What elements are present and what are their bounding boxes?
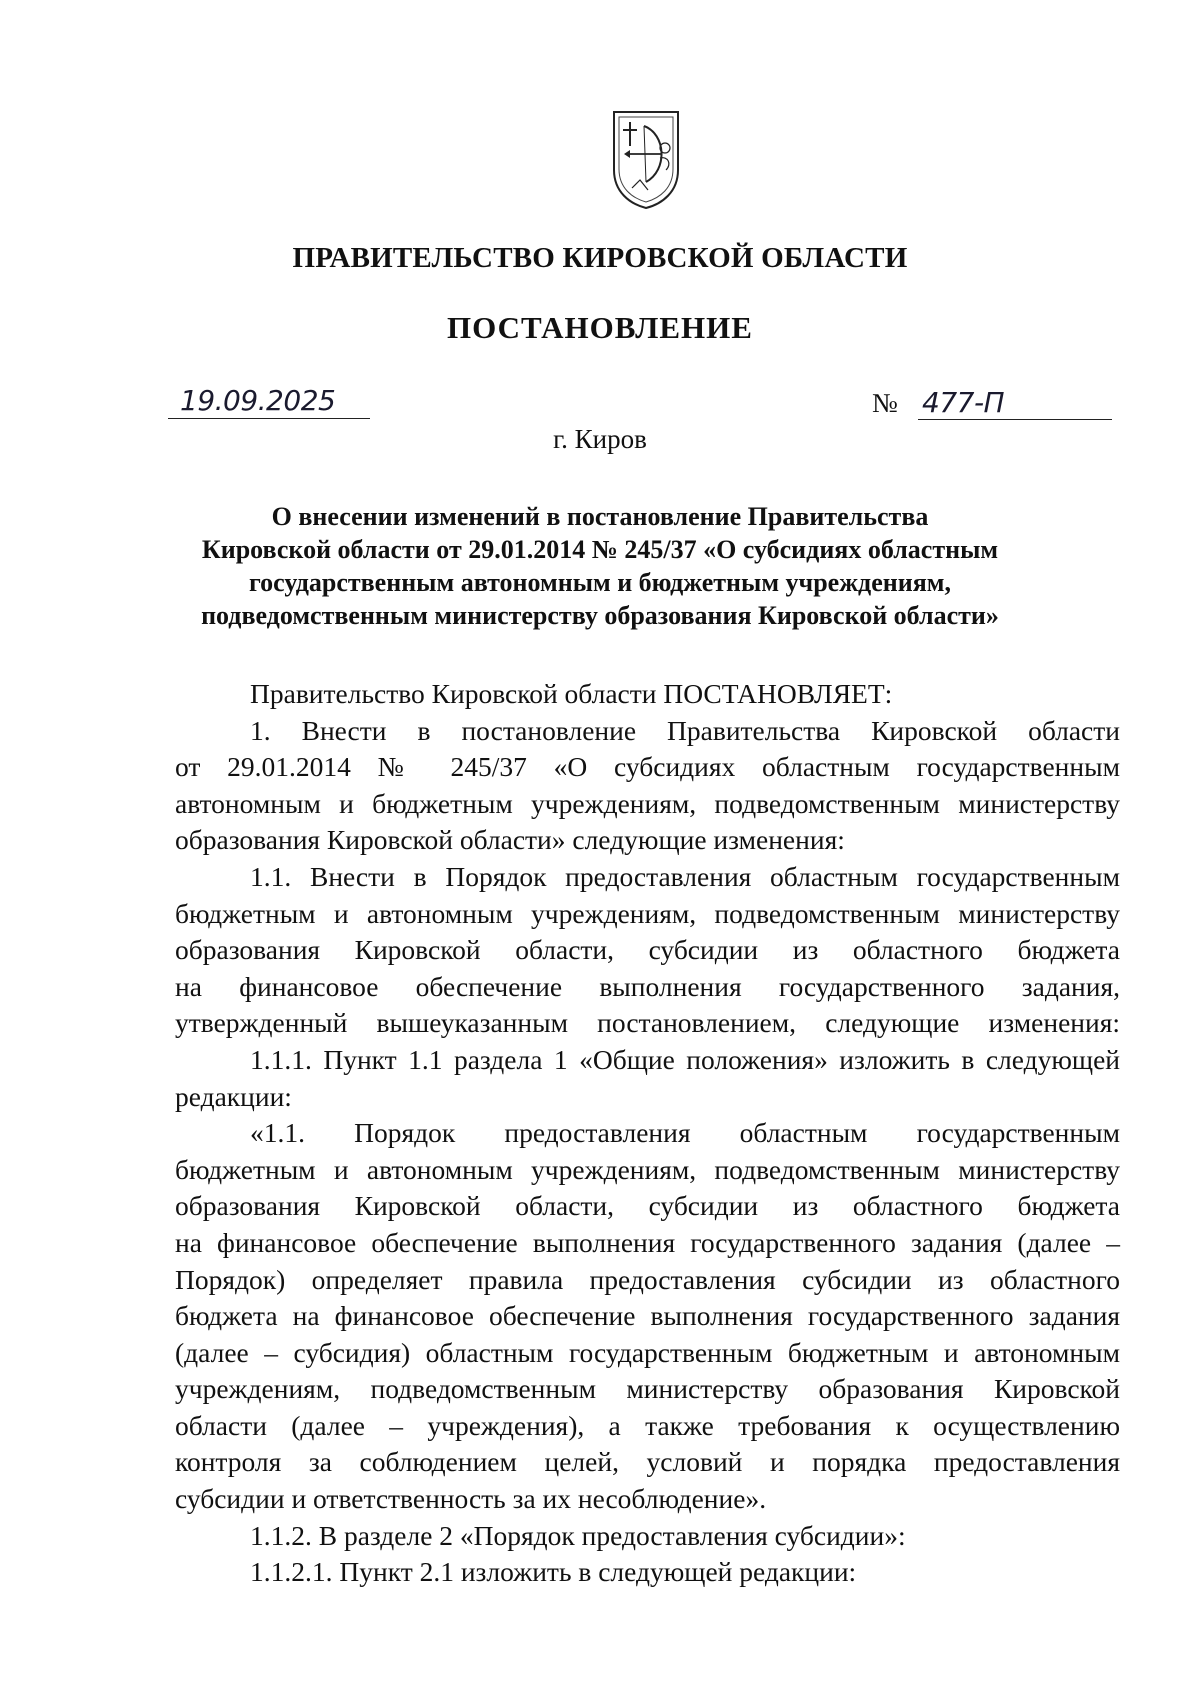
handwritten-number: 477-П — [922, 386, 1005, 419]
body-line: на финансовое обеспечение выполнения государственного задания, — [175, 970, 1120, 1002]
body-line: области (далее – учреждения), а также требования к осуществлению — [175, 1409, 1120, 1441]
body-line: 1.1.1. Пункт 1.1 раздела 1 «Общие положения» изложить в следующей — [250, 1043, 1120, 1075]
subject-line: государственным автономным и бюджетным учреждениям, — [249, 568, 951, 597]
number-sign: № — [872, 388, 898, 418]
body-line: образования Кировской области, субсидии из областного бюджета — [175, 934, 1120, 966]
body-line: от 29.01.2014 № 245/37 «О субсидиях областным государственным — [175, 751, 1120, 783]
body-line: (далее – субсидия) областным государственным бюджетным и автономным — [175, 1336, 1120, 1368]
body-line: бюджетным и автономным учреждениям, подведомственным министерству — [175, 897, 1120, 929]
body-line: учреждениям, подведомственным министерству образования Кировской — [175, 1373, 1120, 1405]
body-line: контроля за соблюдением целей, условий и порядка предоставления — [175, 1446, 1120, 1478]
body-line: 1. Внести в постановление Правительства Кировской области — [250, 714, 1120, 746]
handwritten-date: 19.09.2025 — [180, 384, 336, 417]
body-line: Правительство Кировской области ПОСТАНОВЛЯЕТ: — [250, 678, 893, 709]
body-line: бюджетным и автономным учреждениям, подведомственным министерству — [175, 1153, 1120, 1185]
body-line: «1.1. Порядок предоставления областным государственным — [250, 1117, 1120, 1149]
body-line: образования Кировской области» следующие изменения: — [175, 824, 845, 856]
body-line: автономным и бюджетным учреждениям, подведомственным министерству — [175, 787, 1120, 819]
document-type: ПОСТАНОВЛЕНИЕ — [447, 310, 753, 345]
body-line: субсидии и ответственность за их несоблюдение». — [175, 1483, 767, 1515]
date-field — [168, 384, 370, 419]
body-line: редакции: — [175, 1080, 292, 1112]
number-underline — [918, 419, 1112, 420]
subject-line: Кировской области от 29.01.2014 № 245/37 «О субсидиях областным — [201, 535, 999, 564]
body-line: бюджета на финансовое обеспечение выполнения государственного задания — [175, 1300, 1120, 1332]
body-line: 1.1. Внести в Порядок предоставления областным государственным — [250, 860, 1120, 892]
body-line: Порядок) определяет правила предоставления субсидии из областного — [175, 1263, 1120, 1295]
organization-title: ПРАВИТЕЛЬСТВО КИРОВСКОЙ ОБЛАСТИ — [292, 242, 908, 274]
subject-line: подведомственным министерству образования Кировской области» — [201, 601, 999, 630]
body-line: образования Кировской области, субсидии из областного бюджета — [175, 1190, 1120, 1222]
subject-line: О внесении изменений в постановление Правительства — [271, 502, 929, 531]
document-body — [175, 676, 1120, 1591]
coat-of-arms-icon — [610, 108, 682, 210]
document-number-field — [872, 388, 1112, 422]
body-line: утвержденный вышеуказанным постановлением, следующие изменения: — [175, 1007, 1120, 1039]
body-line: 1.1.2. В разделе 2 «Порядок предоставления субсидии»: — [250, 1519, 906, 1551]
body-line: на финансовое обеспечение выполнения государственного задания (далее – — [175, 1226, 1120, 1258]
document-subject — [160, 500, 1040, 632]
city-name: г. Киров — [553, 424, 647, 454]
body-line: 1.1.2.1. Пункт 2.1 изложить в следующей редакции: — [250, 1556, 857, 1588]
